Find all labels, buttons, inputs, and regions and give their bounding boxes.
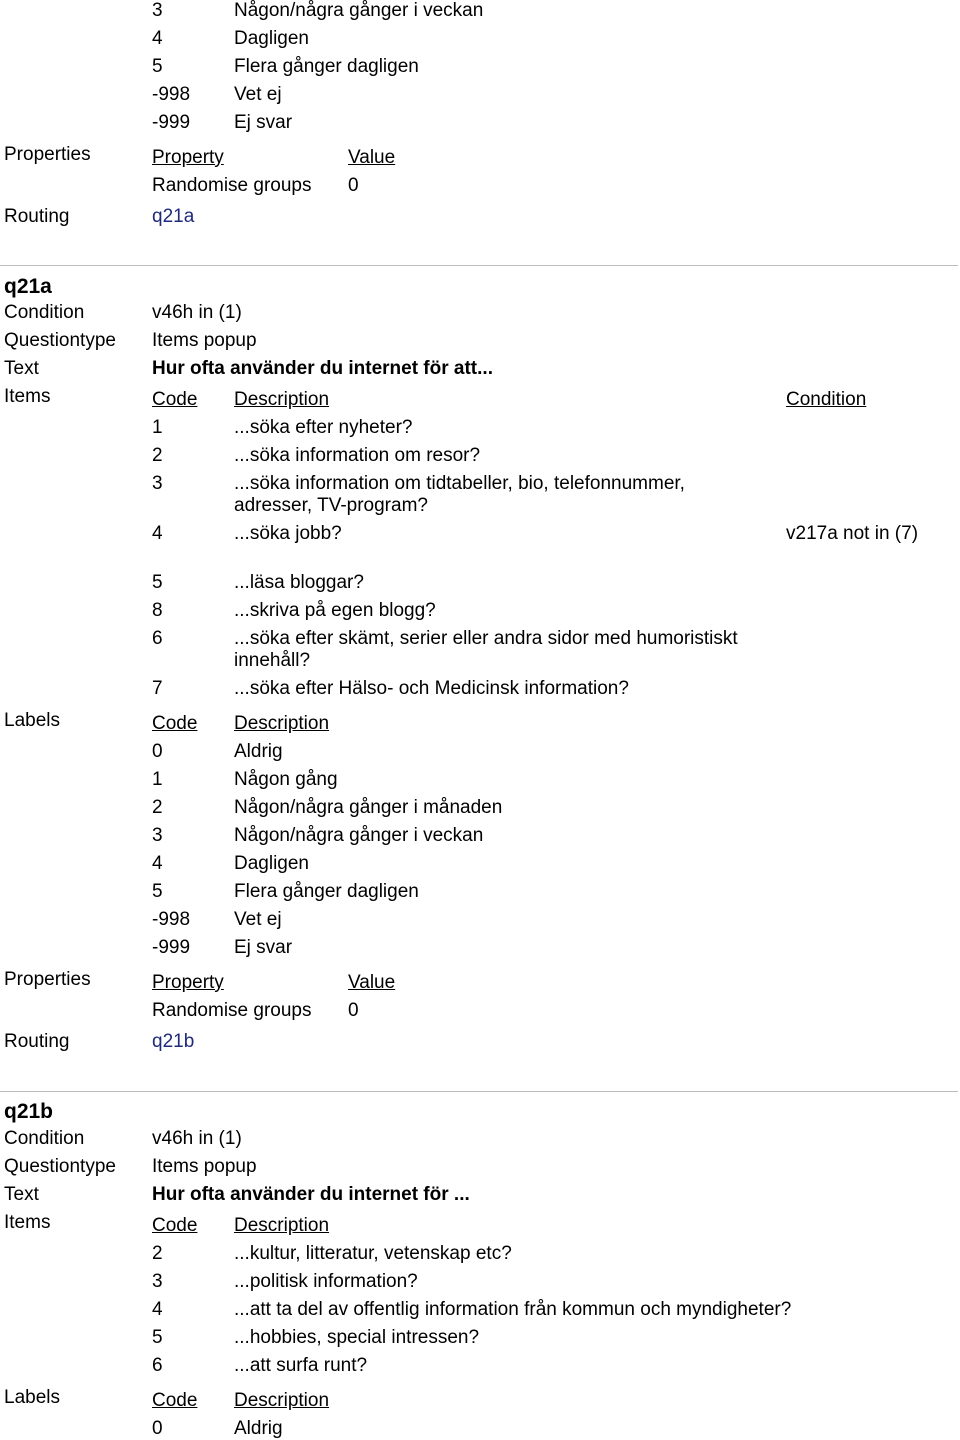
label-code: 3: [152, 0, 163, 21]
label-description: Aldrig: [234, 1418, 283, 1439]
label-row: [0, 769, 960, 797]
questiontype-label: Questiontype: [4, 1156, 116, 1177]
label-row: [0, 112, 960, 140]
item-code: 2: [152, 445, 163, 466]
item-code: 6: [152, 628, 163, 649]
label-code: 4: [152, 28, 163, 49]
condition-row: [0, 1128, 960, 1156]
code-column-header: Code: [152, 389, 198, 410]
items-header-row: [0, 1212, 960, 1240]
item-row: [0, 1327, 960, 1355]
label-row: [0, 825, 960, 853]
item-description: ...hobbies, special intressen?: [234, 1327, 480, 1348]
item-code: 4: [152, 523, 163, 544]
label-description: Vet ej: [234, 84, 282, 105]
label-row: [0, 741, 960, 769]
code-column-header: Code: [152, 713, 198, 734]
label-row: [0, 56, 960, 84]
label-description: Dagligen: [234, 28, 309, 49]
item-row: [0, 417, 960, 445]
label-row: [0, 0, 960, 28]
item-row: [0, 1299, 960, 1327]
item-row: [0, 628, 960, 676]
text-label: Text: [4, 358, 39, 379]
description-column-header: Description: [234, 1215, 330, 1236]
label-row: [0, 937, 960, 965]
item-row: [0, 600, 960, 628]
questiontype-value: Items popup: [152, 1156, 257, 1177]
label-code: 0: [152, 741, 163, 762]
item-description: ...att ta del av offentlig information från kommun och myndigheter?: [234, 1299, 792, 1320]
description-column-header: Description: [234, 713, 330, 734]
item-code: 7: [152, 678, 163, 699]
label-code: -999: [152, 112, 191, 133]
label-code: 4: [152, 853, 163, 874]
property-name: Randomise groups: [152, 175, 312, 196]
property-column-header: Property: [152, 147, 224, 168]
item-row: [0, 473, 960, 521]
label-description: Flera gånger dagligen: [234, 881, 419, 902]
label-code: -998: [152, 84, 191, 105]
routing-section: [0, 206, 960, 234]
label-description: Ej svar: [234, 112, 293, 133]
items-header-row: [0, 386, 960, 414]
property-column-header: Property: [152, 972, 224, 993]
item-description: ...kultur, litteratur, vetenskap etc?: [234, 1243, 512, 1264]
item-description: ...läsa bloggar?: [234, 572, 364, 593]
label-row: [0, 853, 960, 881]
routing-target-link[interactable]: q21a: [152, 206, 195, 227]
label-code: -998: [152, 909, 191, 930]
item-description: ...att surfa runt?: [234, 1355, 368, 1376]
item-description: ...söka jobb?: [234, 523, 342, 544]
properties-section: [0, 969, 960, 997]
item-code: 5: [152, 572, 163, 593]
item-description: ...söka efter Hälso- och Medicinsk information?: [234, 678, 629, 699]
item-code: 3: [152, 1271, 163, 1292]
labels-label: Labels: [4, 710, 60, 731]
condition-label: Condition: [4, 302, 85, 323]
label-code: 2: [152, 797, 163, 818]
section-divider: [0, 265, 958, 266]
item-row: [0, 523, 960, 571]
question-text: Hur ofta använder du internet för ...: [152, 1184, 470, 1205]
property-value: 0: [348, 175, 359, 196]
question-id-heading: q21a: [4, 275, 52, 298]
label-description: Flera gånger dagligen: [234, 56, 419, 77]
label-description: Någon/några gånger i veckan: [234, 0, 484, 21]
item-code: 2: [152, 1243, 163, 1264]
label-row: [0, 84, 960, 112]
label-description: Ej svar: [234, 937, 293, 958]
condition-row: [0, 302, 960, 330]
question-text: Hur ofta använder du internet för att...: [152, 358, 493, 379]
property-value: 0: [348, 1000, 359, 1021]
condition-value: v46h in (1): [152, 302, 242, 323]
question-id-heading: q21b: [4, 1100, 54, 1123]
properties-label: Properties: [4, 144, 91, 165]
property-row: [0, 175, 960, 203]
item-condition: v217a not in (7): [786, 523, 919, 544]
description-column-header: Description: [234, 389, 330, 410]
label-description: Någon/några gånger i månaden: [234, 797, 503, 818]
property-row: [0, 1000, 960, 1028]
routing-section: [0, 1031, 960, 1059]
label-code: -999: [152, 937, 191, 958]
item-code: 1: [152, 417, 163, 438]
condition-column-header: Condition: [786, 389, 867, 410]
routing-label: Routing: [4, 1031, 70, 1052]
item-code: 6: [152, 1355, 163, 1376]
item-row: [0, 1243, 960, 1271]
description-column-header: Description: [234, 1390, 330, 1411]
label-row: [0, 909, 960, 937]
label-code: 5: [152, 881, 163, 902]
label-description: Dagligen: [234, 853, 309, 874]
questiontype-row: [0, 1156, 960, 1184]
labels-label: Labels: [4, 1387, 60, 1408]
value-column-header: Value: [348, 972, 396, 993]
property-name: Randomise groups: [152, 1000, 312, 1021]
label-code: 1: [152, 769, 163, 790]
label-description: Någon gång: [234, 769, 338, 790]
item-row: [0, 1355, 960, 1383]
item-description: ...söka efter nyheter?: [234, 417, 413, 438]
labels-header-row: [0, 1387, 960, 1415]
condition-value: v46h in (1): [152, 1128, 242, 1149]
properties-section: [0, 144, 960, 172]
questiontype-row: [0, 330, 960, 358]
value-column-header: Value: [348, 147, 396, 168]
routing-target-link[interactable]: q21b: [152, 1031, 195, 1052]
item-code: 3: [152, 473, 163, 494]
properties-label: Properties: [4, 969, 91, 990]
item-code: 5: [152, 1327, 163, 1348]
item-description: ...skriva på egen blogg?: [234, 600, 436, 621]
item-description: ...politisk information?: [234, 1271, 418, 1292]
routing-label: Routing: [4, 206, 70, 227]
label-code: 5: [152, 56, 163, 77]
label-row: [0, 1418, 960, 1440]
items-label: Items: [4, 386, 51, 407]
item-description: ...söka efter skämt, serier eller andra sidor med humoristiskt innehåll?: [234, 628, 738, 671]
item-description: ...söka information om tidtabeller, bio, telefonnummer, adresser, TV-program?: [234, 473, 685, 516]
item-row: [0, 678, 960, 706]
questiontype-value: Items popup: [152, 330, 257, 351]
label-description: Vet ej: [234, 909, 282, 930]
code-column-header: Code: [152, 1215, 198, 1236]
labels-header-row: [0, 710, 960, 738]
label-description: Aldrig: [234, 741, 283, 762]
text-row: [0, 1184, 960, 1212]
code-column-header: Code: [152, 1390, 198, 1411]
label-description: Någon/några gånger i veckan: [234, 825, 484, 846]
text-row: [0, 358, 960, 386]
item-description: ...söka information om resor?: [234, 445, 481, 466]
label-row: [0, 28, 960, 56]
section-divider: [0, 1091, 958, 1092]
item-code: 4: [152, 1299, 163, 1320]
text-label: Text: [4, 1184, 39, 1205]
questiontype-label: Questiontype: [4, 330, 116, 351]
label-code: 3: [152, 825, 163, 846]
label-code: 0: [152, 1418, 163, 1439]
item-row: [0, 445, 960, 473]
label-row: [0, 881, 960, 909]
condition-label: Condition: [4, 1128, 85, 1149]
item-code: 8: [152, 600, 163, 621]
item-row: [0, 572, 960, 600]
items-label: Items: [4, 1212, 51, 1233]
item-row: [0, 1271, 960, 1299]
label-row: [0, 797, 960, 825]
